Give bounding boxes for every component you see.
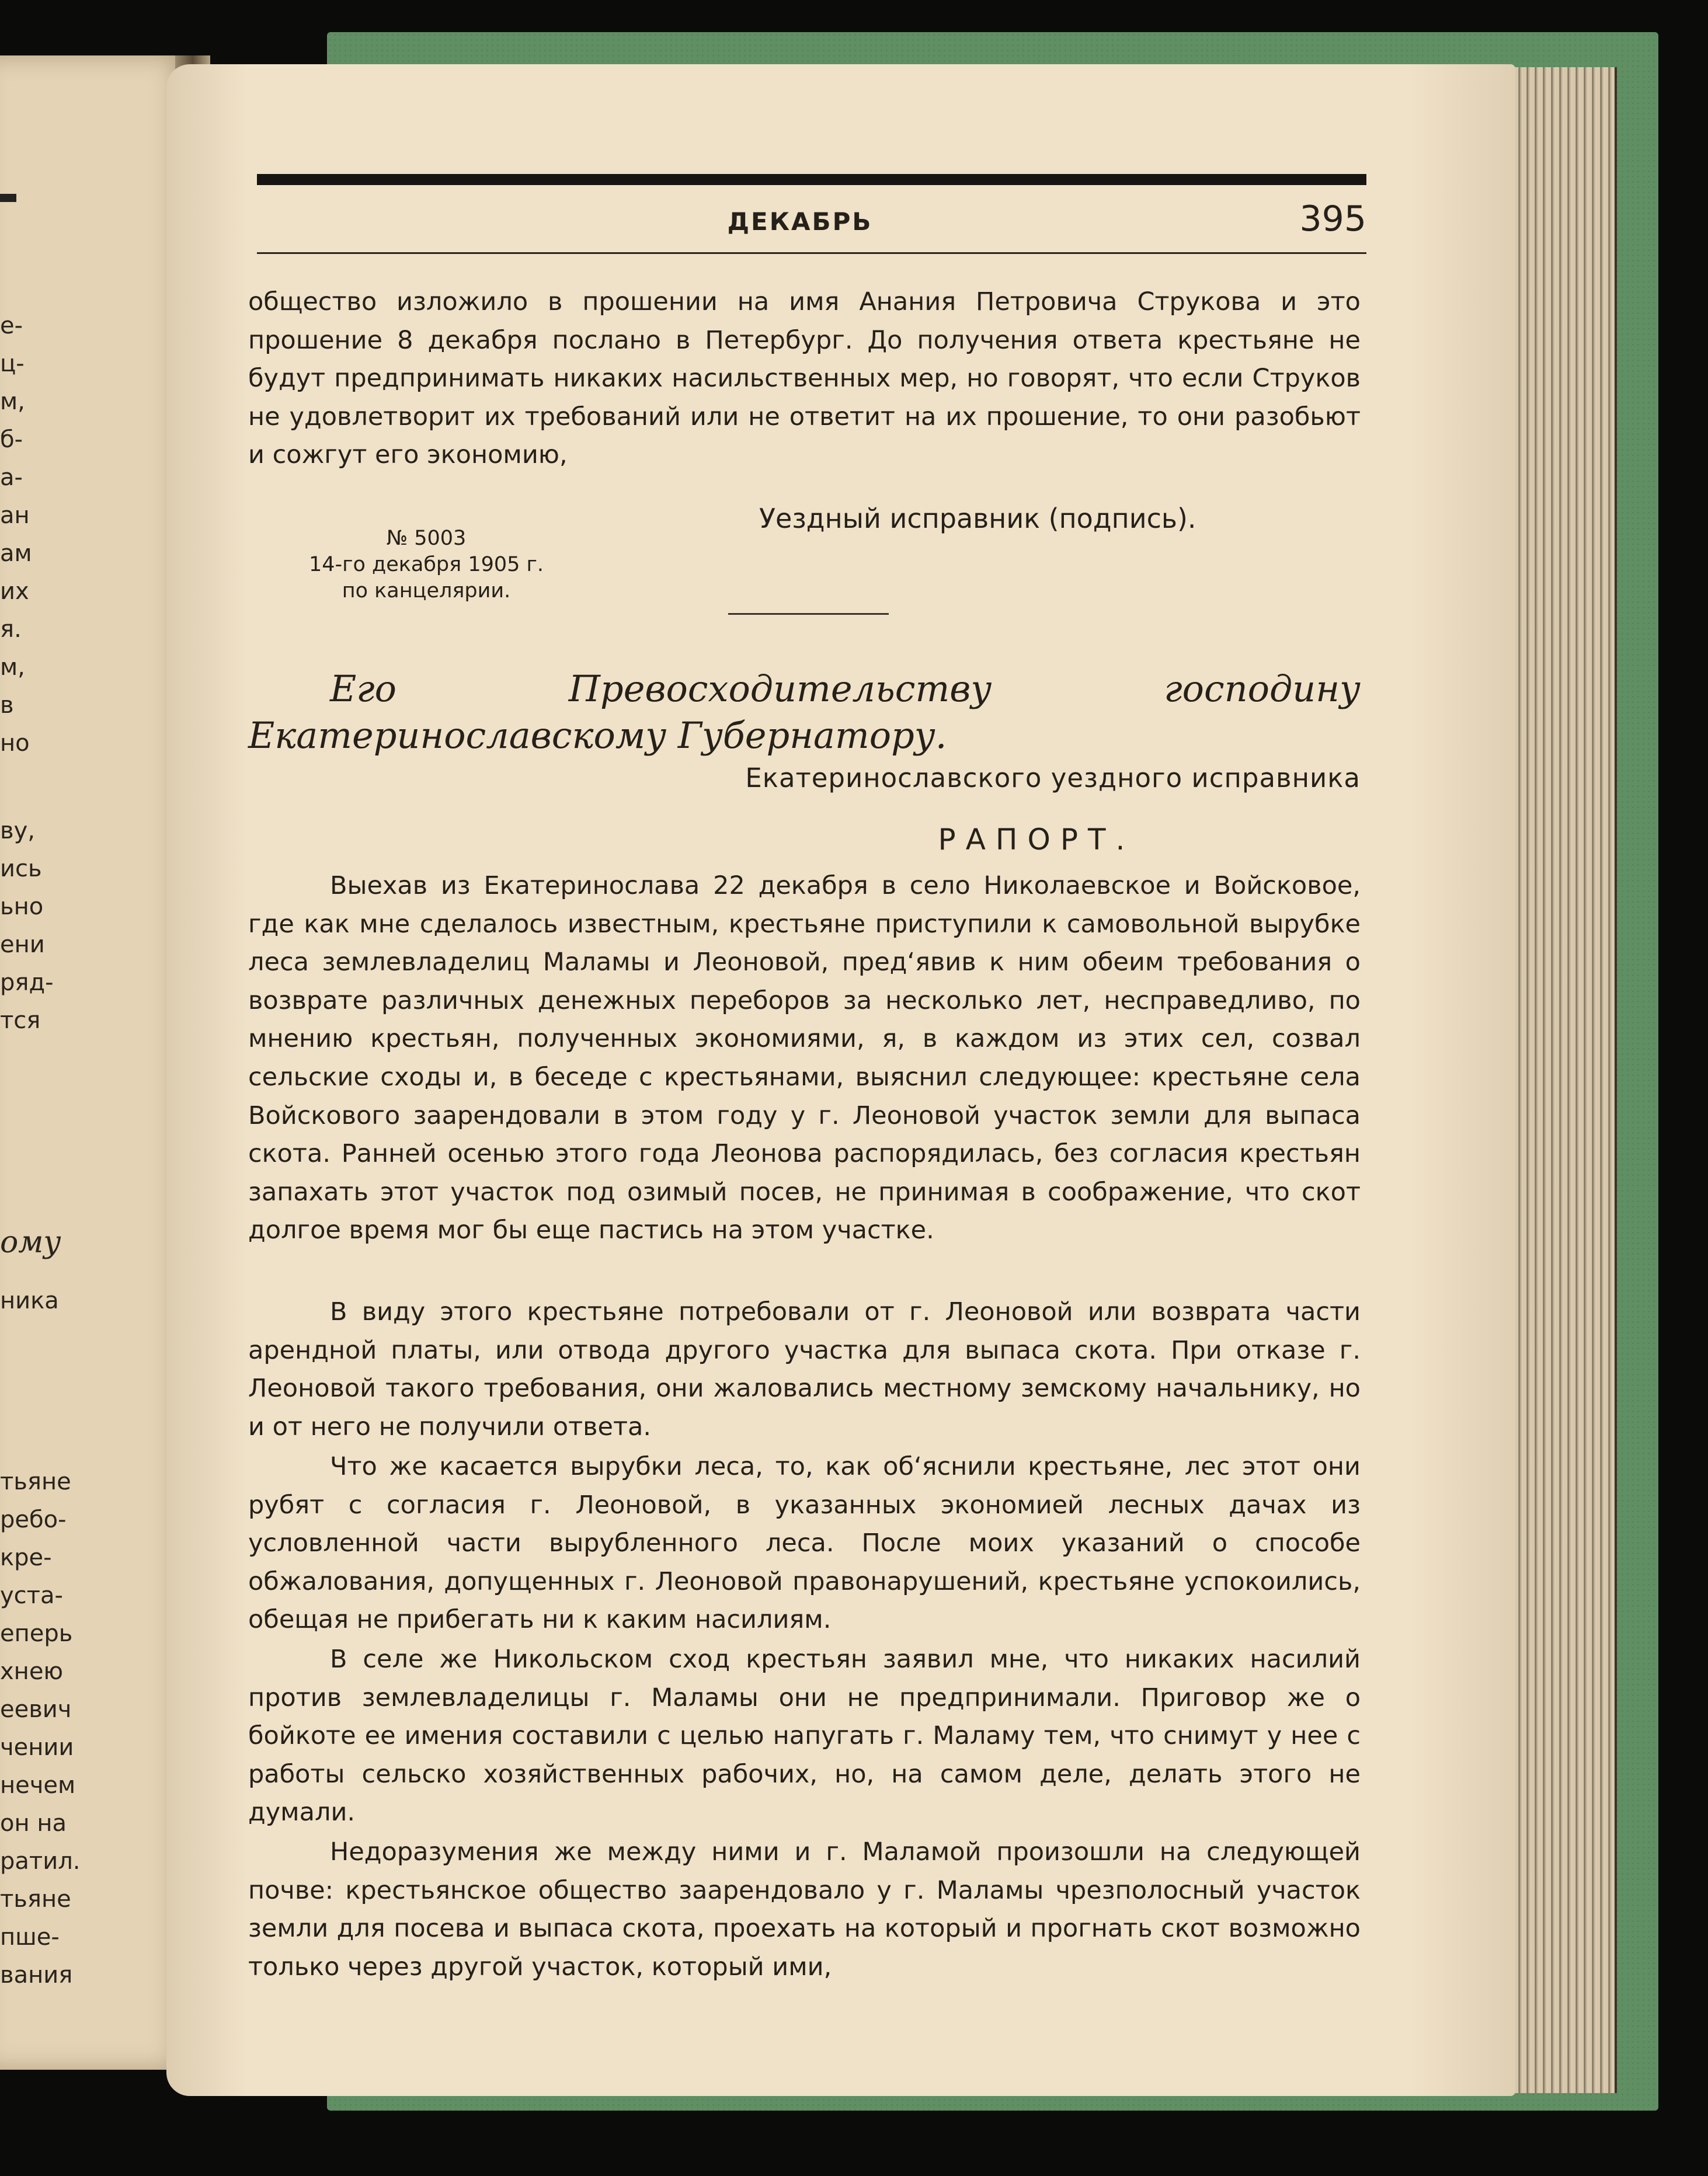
left-page-fragment: еперь bbox=[0, 1620, 73, 1647]
report-paragraph-1: Выехав из Екатеринослава 22 декабря в село Николаевское и Войсковое, где как мне сделалось известным, крестьяне приступили к самовольной вырубке леса землевладелиц Маламы и Леоновой, пред‘явив к ним обеим требования о возврате различных денежных переборов за несколько лет, несправедливо, по мнению крестьян, полученных экономиями, я, в каждом из этих сел, созвал сельские сходы и, в беседе с крестьянами, выяснил следующее: крестьяне села Войскового заарендовали в этом году у г. Леоновой участок земли для выпаса скота. Ранней осенью этого года Леонова распорядилась, без согласия крестьян запахать этот участок под озимый посев, не принимая в соображение, что скот долгое время мог бы еще пастись на этом участке. bbox=[248, 871, 1361, 1245]
left-page-fragment: ан bbox=[0, 502, 30, 529]
registration-office: по канцелярии. bbox=[342, 579, 511, 603]
from-line: Екатеринославского уездного исправника bbox=[745, 763, 1361, 793]
left-page-fragment: тьяне bbox=[0, 1886, 71, 1913]
report-paragraph-3: Что же касается вырубки леса, то, как об‘яснили крестьяне, лес этот они рубят с согласия г. Леоновой, в указанных экономией лесных дачах из условленной части вырубленного леса. После моих указаний о способе обжалования, допущенных г. Леоновой правонарушений, крестьяне успокоились, обещая не прибегать ни к каким насилиям. bbox=[248, 1452, 1361, 1635]
left-page-fragment: ника bbox=[0, 1287, 59, 1314]
running-head-title: ДЕКАБРЬ bbox=[727, 207, 873, 236]
left-page-fragment: ени bbox=[0, 931, 45, 958]
left-page-fragment: еевич bbox=[0, 1696, 72, 1723]
report-paragraph-2: В виду этого крестьяне потребовали от г. Леоновой или возврата части арендной платы, или отвода другого участка для выпаса скота. При отказе г. Леоновой такого требования, они жаловались местному земскому начальнику, но и от него не получили ответа. bbox=[248, 1297, 1361, 1442]
left-page-fragment: хнею bbox=[0, 1658, 64, 1685]
left-page-fragment: но bbox=[0, 730, 30, 757]
left-page-fragment: вания bbox=[0, 1962, 73, 1989]
left-page-fragment: кре- bbox=[0, 1544, 52, 1571]
address-heading: Его Превосходительству господину Екатеринославскому Губернатору. bbox=[248, 667, 1361, 757]
report-paragraph-4: В селе же Никольском сход крестьян заявил мне, что никаких насилий против землевладелицы г. Маламы они не предпринимали. Приговор же о бойкоте ее имения составили с целью напугать г. Маламу тем, что снимут у нее с работы сельско хозяйственных рабочих, но, на самом деле, делать этого не думали. bbox=[248, 1645, 1361, 1827]
left-page-fragment: ратил. bbox=[0, 1848, 81, 1875]
left-page-fragment: ись bbox=[0, 855, 42, 882]
registration-number: № 5003 bbox=[386, 527, 467, 550]
intro-paragraph: общество изложило в прошении на имя Анания Петровича Струкова и это прошение 8 декабря послано в Петербург. До получения ответа крестьяне не будут предпринимать никаких насильственных мер, но говорят, что если Струков не удовлетворит их требований или не ответит на их прошение, то они разобьют и сожгут его экономию, bbox=[248, 287, 1361, 470]
left-page-rule bbox=[0, 194, 16, 202]
left-page-fragment: пше- bbox=[0, 1924, 60, 1951]
left-page-fragment: б- bbox=[0, 426, 23, 453]
left-page-fragment: е- bbox=[0, 312, 23, 339]
left-page-fragment: ам bbox=[0, 540, 32, 567]
left-page-fragment: ряд- bbox=[0, 969, 54, 996]
left-page-fragment: м, bbox=[0, 388, 25, 415]
left-page-fragment: м, bbox=[0, 654, 25, 681]
left-page-fragment: ьно bbox=[0, 893, 44, 920]
left-page-fragment: ому bbox=[0, 1225, 61, 1260]
left-page-fragment: ву, bbox=[0, 817, 35, 844]
left-page bbox=[0, 55, 193, 2070]
signature-line: Уездный исправник (подпись). bbox=[759, 503, 1196, 534]
left-page-fragment: я. bbox=[0, 616, 22, 643]
left-page-fragment: а- bbox=[0, 464, 23, 491]
header-rule-thin bbox=[257, 252, 1366, 254]
page-edges bbox=[1507, 67, 1617, 2093]
left-page-fragment: тся bbox=[0, 1007, 41, 1034]
header-rule-thick bbox=[257, 174, 1366, 185]
report-title: РАПОРТ. bbox=[938, 823, 1135, 857]
report-paragraph-5: Недоразумения же между ними и г. Маламой произошли на следующей почве: крестьянское общество заарендовало у г. Маламы чрезполосный участок земли для посева и выпаса скота, проехать на который и прогнать скот возможно только через другой участок, который ими, bbox=[248, 1837, 1361, 1982]
left-page-fragment: уста- bbox=[0, 1582, 63, 1609]
left-page-fragment: чении bbox=[0, 1734, 74, 1761]
left-page-fragment: в bbox=[0, 692, 14, 719]
left-page-fragment: он на bbox=[0, 1810, 67, 1837]
section-separator bbox=[728, 613, 889, 615]
left-page-fragment: тьяне bbox=[0, 1468, 71, 1495]
left-page-fragment: нечем bbox=[0, 1772, 76, 1799]
left-page-fragment: ребо- bbox=[0, 1506, 67, 1533]
left-page-fragment: их bbox=[0, 578, 29, 605]
page-number: 395 bbox=[1299, 199, 1366, 239]
registration-date: 14-го декабря 1905 г. bbox=[308, 553, 544, 576]
left-page-fragment: ц- bbox=[0, 350, 25, 377]
registration-note bbox=[274, 525, 578, 604]
